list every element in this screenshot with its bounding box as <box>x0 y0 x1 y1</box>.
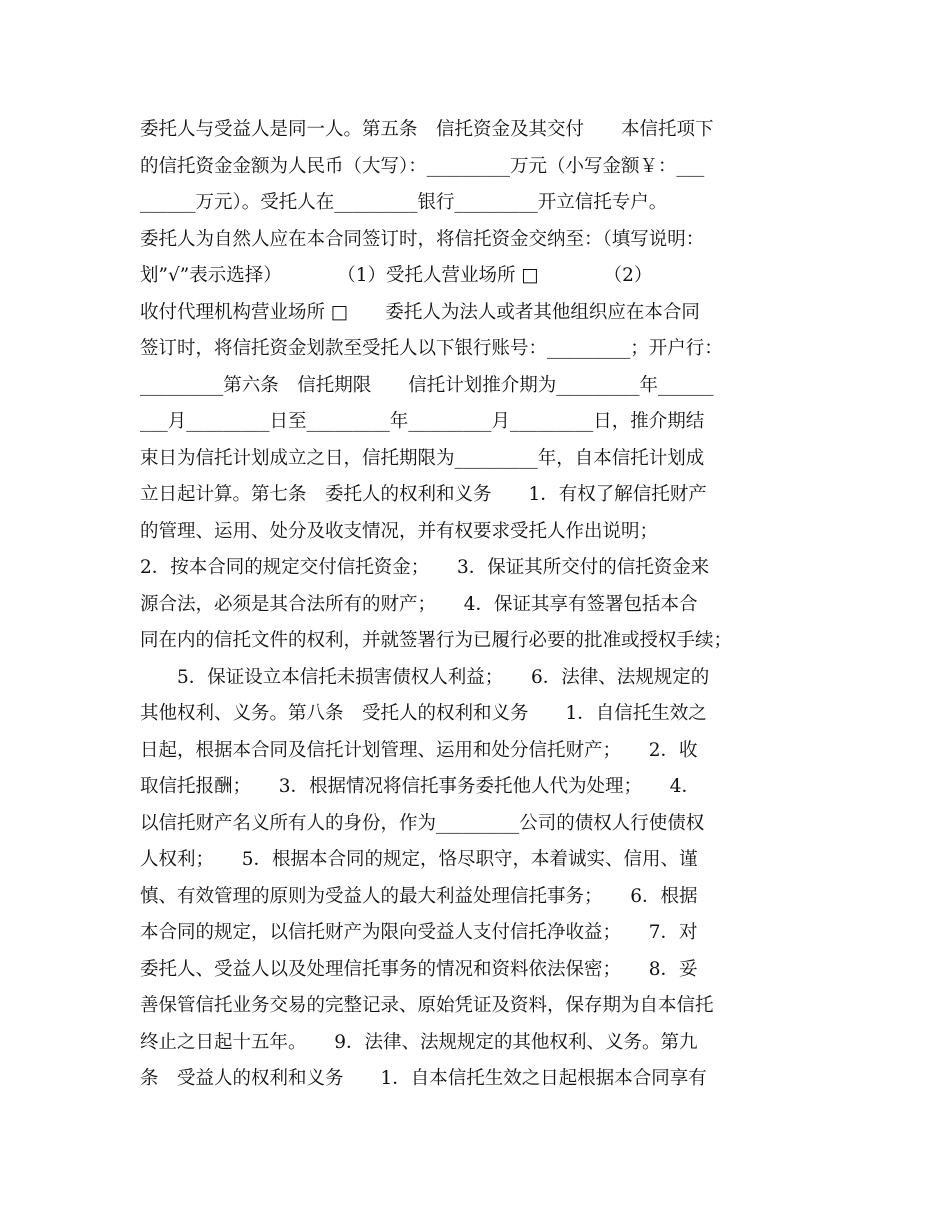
text-line: ______万元）。受托人在_________银行_________开立信托专户。 <box>140 192 668 213</box>
text-line: 以信托财产名义所有人的身份，作为_________公司的债权人行使债权 <box>140 812 705 834</box>
text-line: 收付代理机构营业场所 □ 委托人为法人或者其他组织应在本合同 <box>140 301 700 323</box>
text-line: ___月_________日至_________年_________月_________日，推介期结 <box>140 411 705 432</box>
text-line: 委托人与受益人是同一人。第五条 信托资金及其交付 本信托项下 <box>140 119 714 140</box>
text-line: _________第六条 信托期限 信托计划推介期为_________年______ <box>140 374 714 396</box>
text-line: 终止之日起十五年。 9．法律、法规规定的其他权利、义务。第九 <box>140 1031 698 1053</box>
text-line: 其他权利、义务。第八条 受托人的权利和义务 1．自信托生效之 <box>140 703 707 724</box>
text-line: 本合同的规定，以信托财产为限向受益人支付信托净收益； 7．对 <box>140 922 698 943</box>
text-line: 慎、有效管理的原则为受益人的最大利益处理信托事务； 6．根据 <box>140 885 698 907</box>
text-line: 善保管信托业务交易的完整记录、原始凭证及资料，保存期为自本信托 <box>140 995 714 1016</box>
text-line: 源合法，必须是其合法所有的财产； 4．保证其享有签署包括本合 <box>140 593 698 615</box>
text-line: 的信托资金金额为人民币（大写）：_________万元（小写金额￥：___ <box>140 155 705 177</box>
text-line: 委托人为自然人应在本合同签订时，将信托资金交纳至：（填写说明： <box>140 228 705 250</box>
text-line: 取信托报酬； 3．根据情况将信托事务委托他人代为处理； 4． <box>140 776 701 797</box>
text-line: 委托人、受益人以及处理信托事务的情况和资料依法保密； 8．妥 <box>140 958 698 980</box>
text-line: 立日起计算。第七条 委托人的权利和义务 1．有权了解信托财产 <box>140 484 707 505</box>
text-line: 条 受益人的权利和义务 1．自本信托生效之日起根据本合同享有 <box>140 1068 707 1089</box>
text-line: 人权利； 5．根据本合同的规定，恪尽职守，本着诚实、信用、谨 <box>140 849 698 870</box>
contract-body-text <box>140 112 820 1098</box>
text-line: 划”√”表示选择） （1）受托人营业场所 □ （2） <box>140 265 653 286</box>
text-line: 同在内的信托文件的权利，并就签署行为已履行必要的批准或授权手续； <box>140 630 733 651</box>
text-line: 束日为信托计划成立之日，信托期限为_________年，自本信托计划成 <box>140 447 705 469</box>
text-line: 2．按本合同的规定交付信托资金； 3．保证其所交付的信托资金来 <box>140 557 710 578</box>
text-line: 签订时，将信托资金划款至受托人以下银行账号：_________；开户行： <box>140 338 723 359</box>
text-line: 日起，根据本合同及信托计划管理、运用和处分信托财产； 2．收 <box>140 739 698 761</box>
text-line: 5．保证设立本信托未损害债权人利益； 6．法律、法规规定的 <box>140 666 710 688</box>
text-line: 的管理、运用、处分及收支情况，并有权要求受托人作出说明； <box>140 520 659 542</box>
